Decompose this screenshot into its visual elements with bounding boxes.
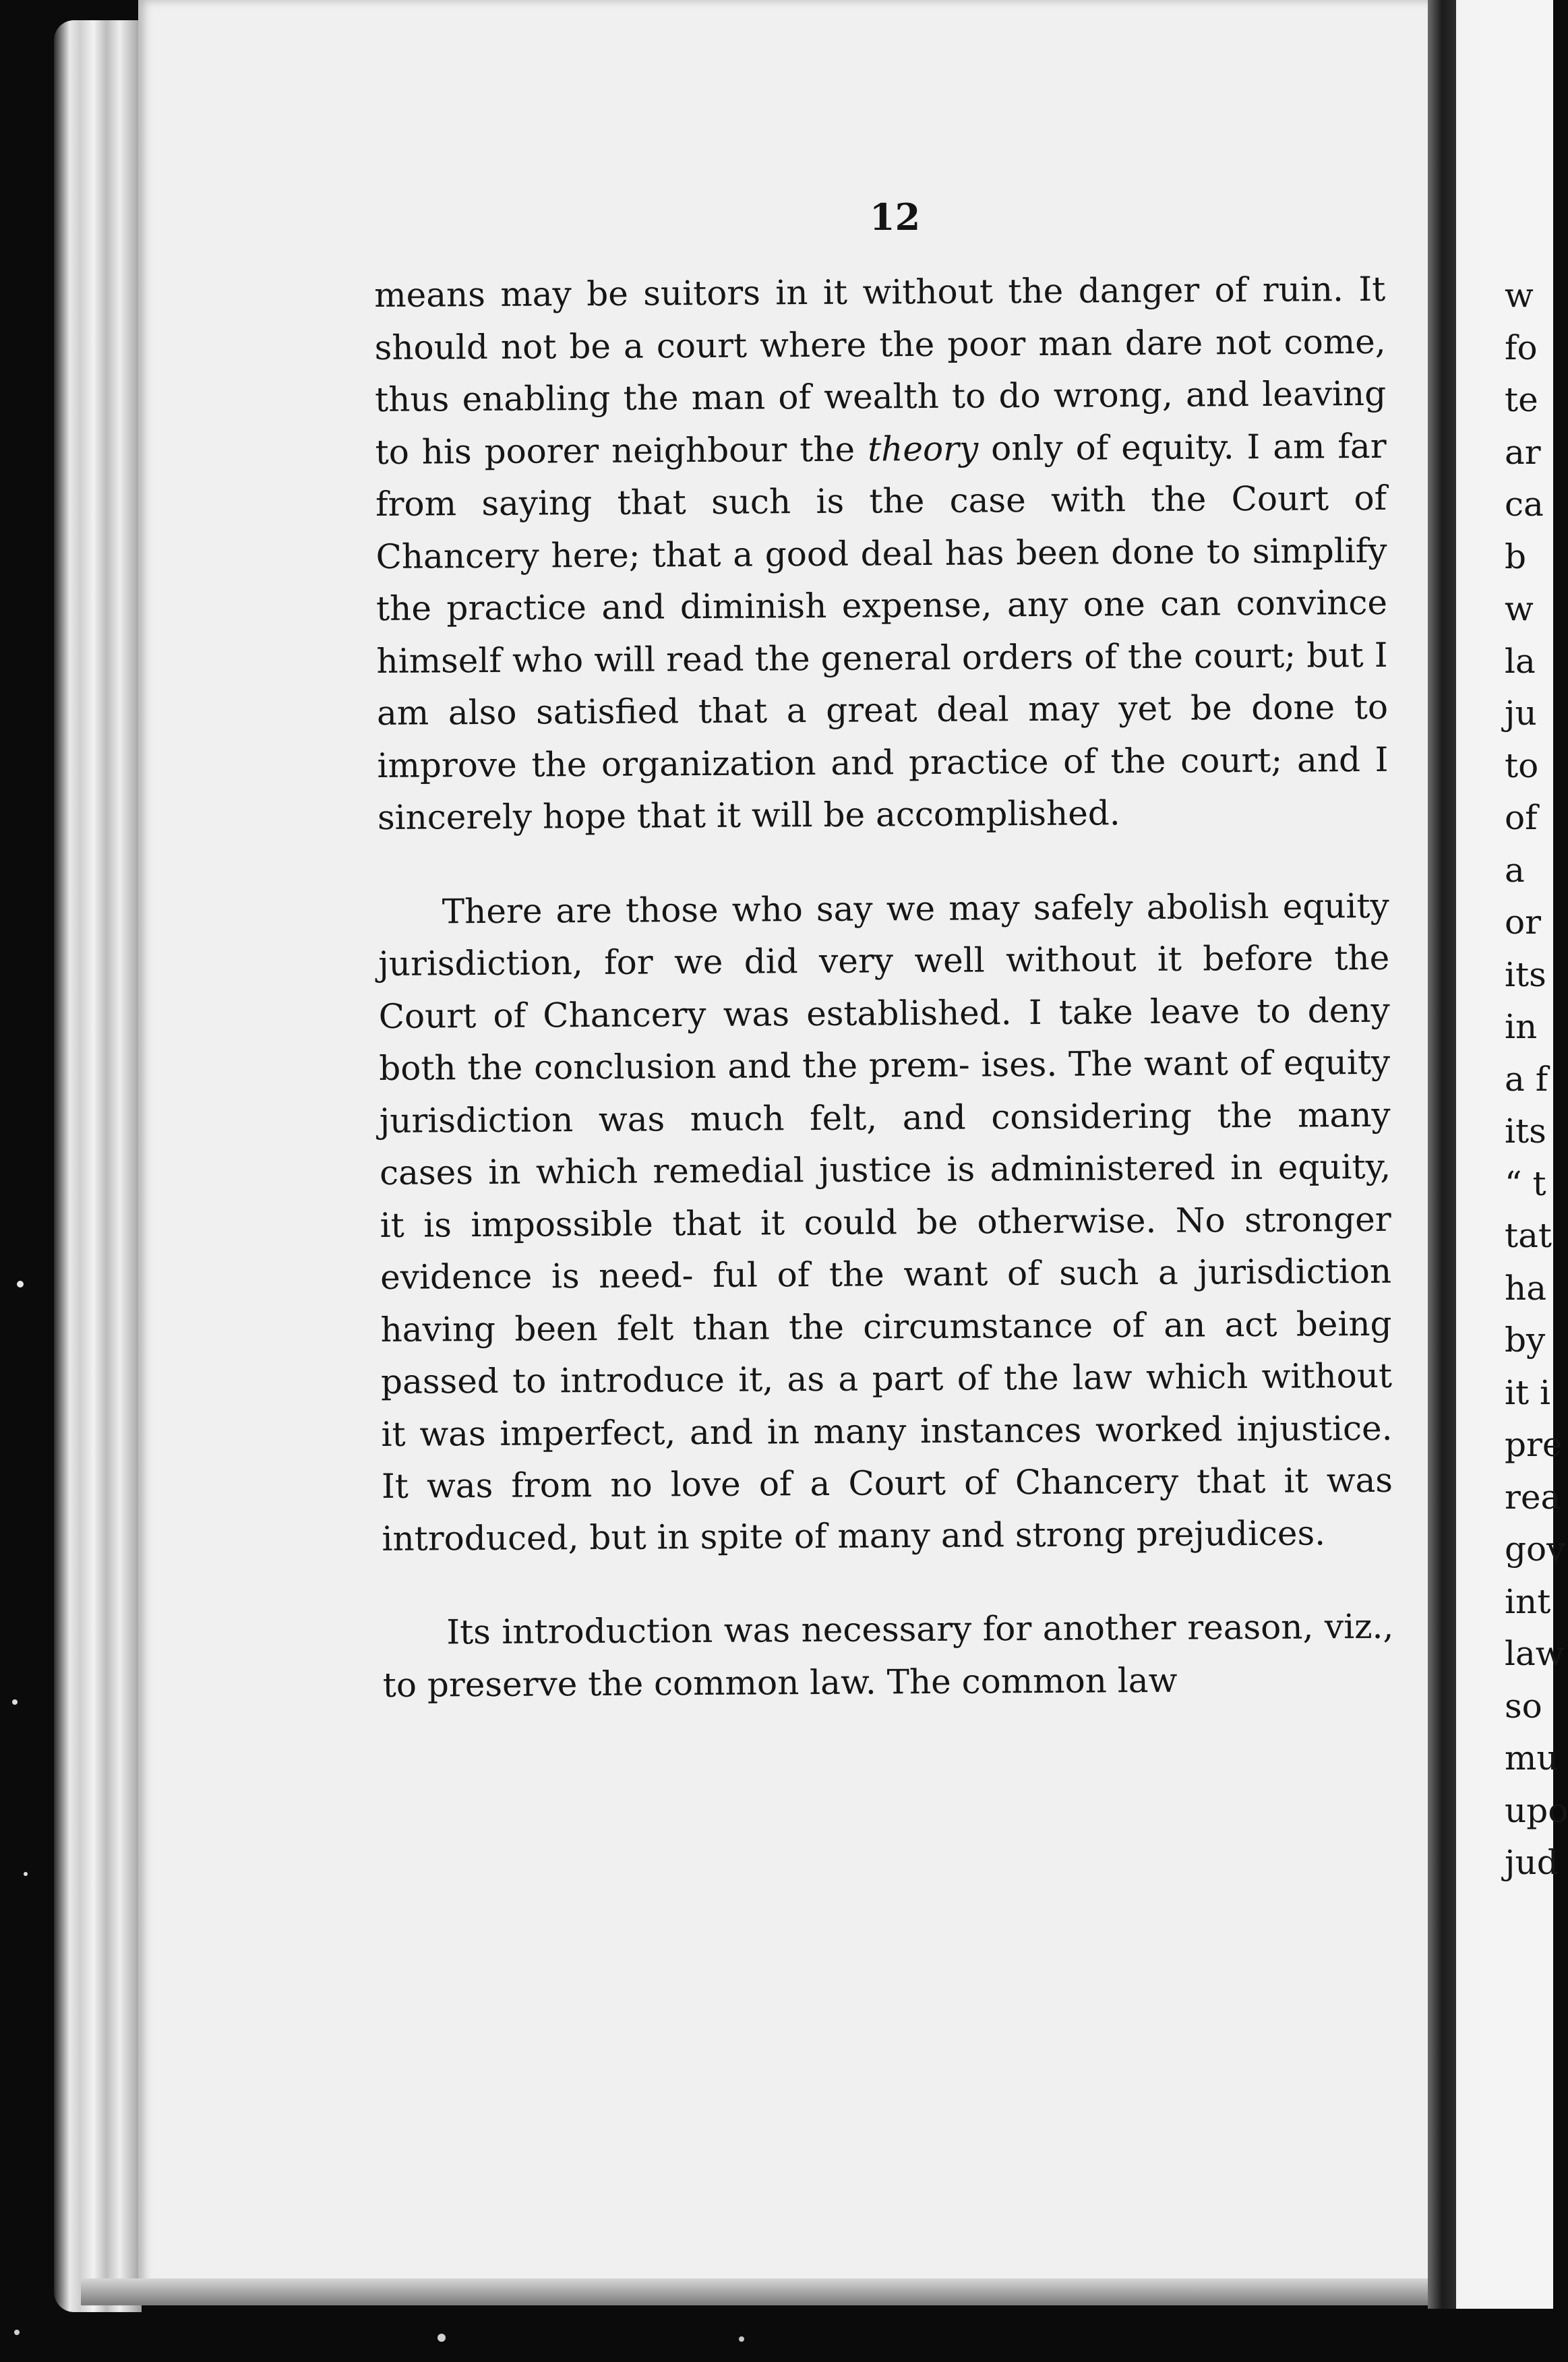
right-page-fragment: law — [1505, 1634, 1565, 1673]
right-page-fragment: rea — [1505, 1477, 1561, 1517]
right-page-fragment: jud — [1505, 1843, 1559, 1882]
right-page-fragment: ha — [1505, 1268, 1547, 1308]
right-page-fragment: te — [1505, 380, 1538, 419]
text-line: than the circumstance of an act being passed to — [380, 1304, 1392, 1401]
right-page-fragment: b — [1505, 537, 1527, 576]
text-line: the organization and practice of the court; and I — [531, 739, 1389, 785]
right-page-text-fragments — [1505, 270, 1568, 1889]
text-line: take leave to deny both the conclusion and the prem- — [379, 990, 1390, 1088]
right-page-fragment: a f — [1505, 1059, 1548, 1099]
right-page-fragment: its — [1505, 955, 1546, 994]
right-page-fragment: it i — [1505, 1372, 1550, 1412]
right-page-fragment: w — [1505, 276, 1534, 315]
text-line: prejudices. — [1136, 1513, 1326, 1554]
right-page-fragment: its — [1505, 1112, 1546, 1151]
right-page-fragment: “ t — [1505, 1163, 1546, 1203]
text-line: was introduced, but in spite of many and strong — [382, 1460, 1393, 1558]
text-line: of equity. I am far from saying that such is the case — [375, 426, 1387, 524]
gutter-margin — [1456, 0, 1483, 2309]
right-page-fragment: in — [1505, 1007, 1538, 1046]
text-line: satisfied that a great deal may yet be done to improve — [377, 687, 1389, 785]
right-page-fragment: gov — [1505, 1530, 1566, 1569]
text-line: with the Court of Chancery here; that a good deal — [375, 478, 1387, 576]
right-page-fragment: by — [1505, 1321, 1546, 1360]
page-number: 12 — [870, 195, 921, 239]
right-page-fragment: pre — [1505, 1425, 1563, 1464]
text-line: It was from no love of a Court of Chancery that it — [381, 1461, 1308, 1506]
text-line: equity jurisdiction, for we did very well without it — [378, 886, 1389, 983]
right-page-fragment: int — [1505, 1581, 1551, 1621]
right-page-fragment: upo — [1505, 1790, 1568, 1830]
book-gutter — [1428, 0, 1456, 2309]
text-line: ful of the want of such a jurisdiction having been felt — [380, 1251, 1392, 1350]
right-page-fragment: la — [1505, 641, 1536, 681]
right-page-fragment: mu — [1505, 1738, 1559, 1778]
paragraph-1 — [374, 264, 1389, 845]
text-line: has been done to simplify the practice and diminish — [375, 531, 1387, 628]
right-page-fragment: ca — [1505, 485, 1544, 524]
page-bottom-edge — [81, 2278, 1483, 2305]
text-line: expense, any one can convince himself who will read — [376, 582, 1388, 681]
text-line: and leaving to his poorer neighbour the theory only — [375, 373, 1387, 472]
right-page-fragment: ar — [1505, 432, 1541, 472]
text-line: introduce it, as a part of the law which without it was — [381, 1356, 1393, 1454]
right-page-fragment: tat — [1505, 1216, 1552, 1255]
right-page-fragment: fo — [1505, 328, 1538, 367]
right-page-fragment: w — [1505, 589, 1534, 628]
right-page-fragment: a — [1505, 850, 1525, 890]
text-line: justice is administered in equity, it is impossible that — [380, 1147, 1391, 1245]
book-edge — [54, 20, 142, 2312]
right-page-fragment: to — [1505, 746, 1539, 785]
paragraph-3 — [382, 1601, 1394, 1712]
text-line: sincerely hope that it will be accomplished. — [377, 793, 1120, 837]
text-line: imperfect, and in many instances worked injustice. — [500, 1408, 1393, 1453]
paragraph-2 — [378, 880, 1393, 1565]
right-page-fragment: so — [1505, 1686, 1542, 1726]
text-line: It should not be a court where the poor man dare not — [374, 269, 1386, 367]
text-line: viz., to preserve the common law. The common law — [382, 1606, 1394, 1705]
text-line: the general orders of the court; but I am also — [376, 635, 1388, 733]
text-line: before the Court of Chancery was established. I — [378, 938, 1390, 1036]
text-line: come, thus enabling the man of wealth to do wrong, — [375, 322, 1386, 419]
text-line: Its introduction was necessary for another reason, — [446, 1607, 1314, 1652]
body-text — [374, 264, 1394, 1712]
text-line: ises. The want of equity jurisdiction was much felt, — [379, 1042, 1391, 1141]
right-page-fragment: ju — [1505, 694, 1537, 733]
right-page-fragment: or — [1505, 903, 1542, 942]
text-line: means may be suitors in it without the danger of ruin. — [374, 270, 1344, 315]
right-page-fragment: of — [1505, 798, 1538, 837]
text-line: There are those who say we may safely abolish — [442, 886, 1269, 931]
text-line: and considering the many cases in which remedial — [380, 1095, 1391, 1192]
text-line: it could be otherwise. No stronger evidence is need- — [380, 1199, 1391, 1297]
